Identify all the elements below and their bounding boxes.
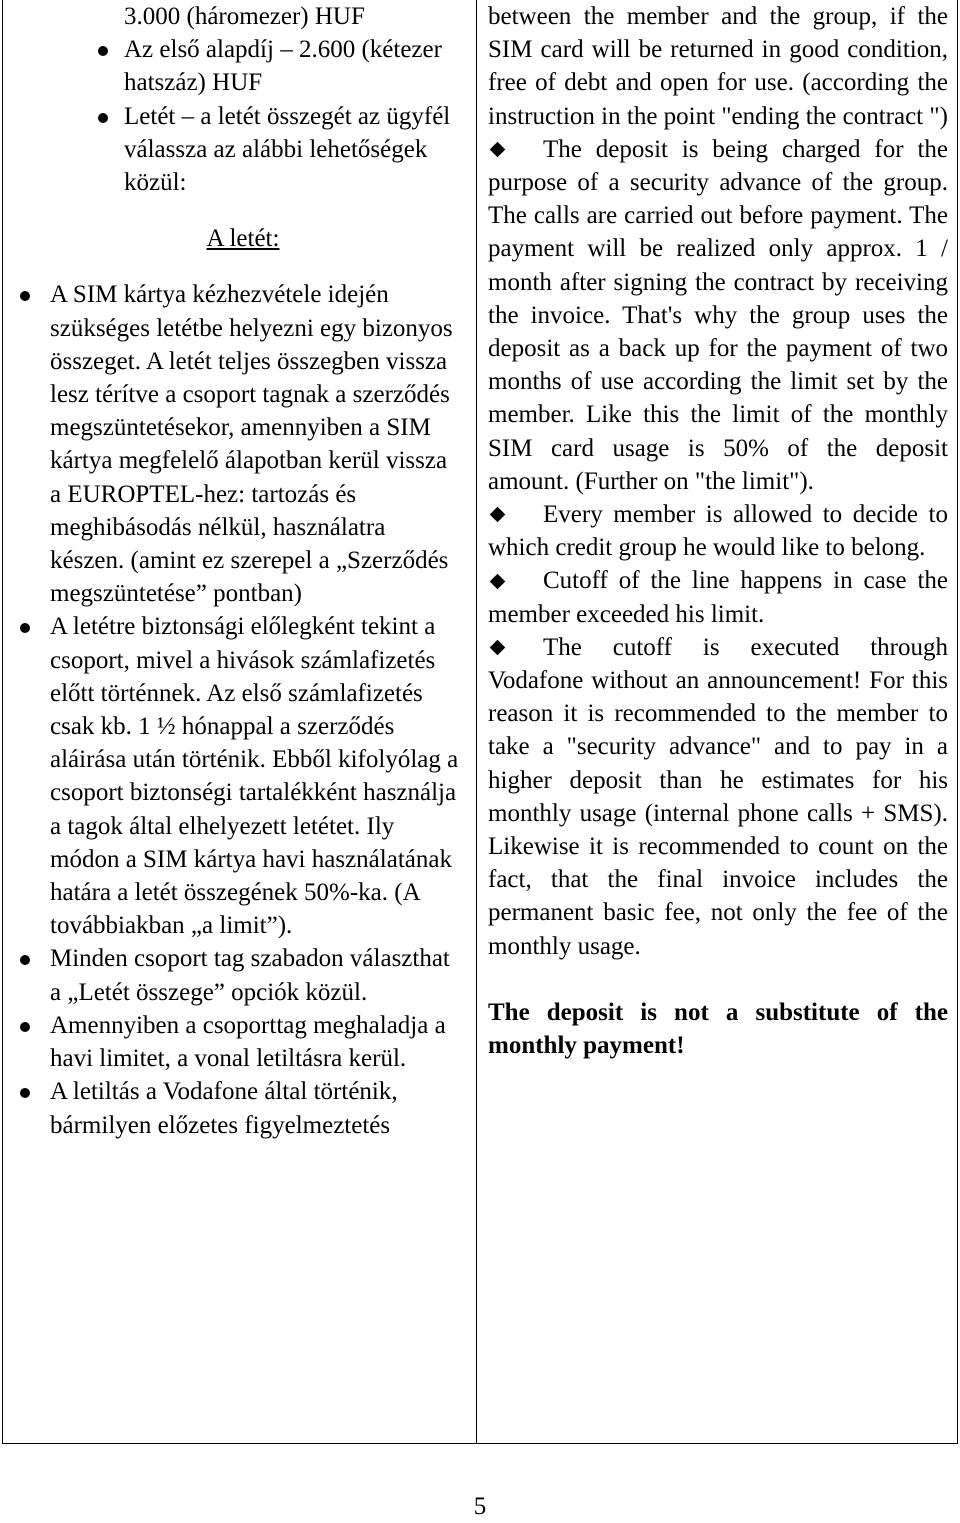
bullet-icon xyxy=(20,955,30,965)
list-item: Letét – a letét összegét az ügyfél válassza az alábbi lehetőségek közül: xyxy=(14,100,462,200)
bullet-icon xyxy=(20,291,30,301)
list-item: Az első alapdíj – 2.600 (kétezer hatszáz) HUF xyxy=(14,33,462,99)
diamond-bullet-icon xyxy=(490,640,506,656)
list-item: The deposit is being charged for the purpose of a security advance of the group. The calls are carried out before payment. The payment will be realized only approx. 1 / month after signing the contract by receiving the invoice. That's why the group uses the deposit as a back up for the payment of two months of use according the limit set by the member. Like this the limit of the monthly SIM card usage is 50% of the deposit amount. (Further on "the limit"). xyxy=(488,135,948,495)
intro-paragraph: between the member and the group, if the SIM card will be returned in good condition, free of debt and open for use. (according the instruction in the point "ending the contract ") xyxy=(488,3,948,130)
bullet-icon xyxy=(20,1088,30,1098)
list-item: Amennyiben a csoporttag meghaladja a havi limitet, a vonal letiltásra kerül. xyxy=(14,1009,462,1075)
list-item: Minden csoport tag szabadon választhat a „Letét összege” opciók közül. xyxy=(14,942,462,1008)
list-item: Cutoff of the line happens in case the member exceeded his limit. xyxy=(488,567,948,628)
list-item: The cutoff is executed through Vodafone without an announcement! For this reason it is recommended to the member to take a "security advance" and to pay in a higher deposit than he estimates for his monthly usage (internal phone calls + SMS). Likewise it is recommended to count on the fact, that the final invoice includes the permanent basic fee, not only the fee of the monthly usage. xyxy=(488,633,948,960)
list-item: A letiltás a Vodafone által történik, bármilyen előzetes figyelmeztetés xyxy=(14,1075,462,1141)
bullet-icon xyxy=(20,623,30,633)
bullet-icon xyxy=(98,113,108,123)
spacer xyxy=(488,963,948,996)
diamond-bullet-icon xyxy=(490,507,506,523)
english-column xyxy=(488,0,948,1062)
fee-line: 3.000 (háromezer) HUF xyxy=(124,3,365,30)
page-number: 5 xyxy=(473,1493,487,1520)
diamond-bullet-icon xyxy=(490,573,506,589)
list-item: A SIM kártya kézhezvétele idején szükséges letétbe helyezni egy bizonyos összeget. A letét teljes összegben vissza lesz térítve a csoport tagnak a szerződés megszüntetésekor, amennyiben a SIM kártya megfelelő álapotban kerül vissza a EUROPTEL-hez: tartozás és meghibásodás nélkül, használatra készen. (amint ez szerepel a „Szerződés megszüntetése” pontban) xyxy=(14,278,462,610)
list-item: Every member is allowed to decide to which credit group he would like to belong. xyxy=(488,501,948,562)
bold-note: The deposit is not a substitute of the monthly payment! xyxy=(488,998,948,1060)
list-item: A letétre biztonsági előlegként tekint a csoport, mivel a hivások számlafizetés előtt történnek. Az első számlafizetés csak kb. 1 ½ hónappal a szerződés aláirása után történik. Ebből kifolyólag a csoport biztonségi tartalékként használja a tagok által elhelyezett letétet. Ily módon a SIM kártya havi használatának határa a letét összegének 50%-ka. (A továbbiakban „a limit”). xyxy=(14,610,462,942)
hungarian-column xyxy=(14,0,462,1142)
bullet-icon xyxy=(20,1022,30,1032)
column-divider xyxy=(476,0,477,1444)
bullet-icon xyxy=(98,46,108,56)
diamond-bullet-icon xyxy=(490,142,506,158)
section-heading: A letét: xyxy=(206,225,280,253)
